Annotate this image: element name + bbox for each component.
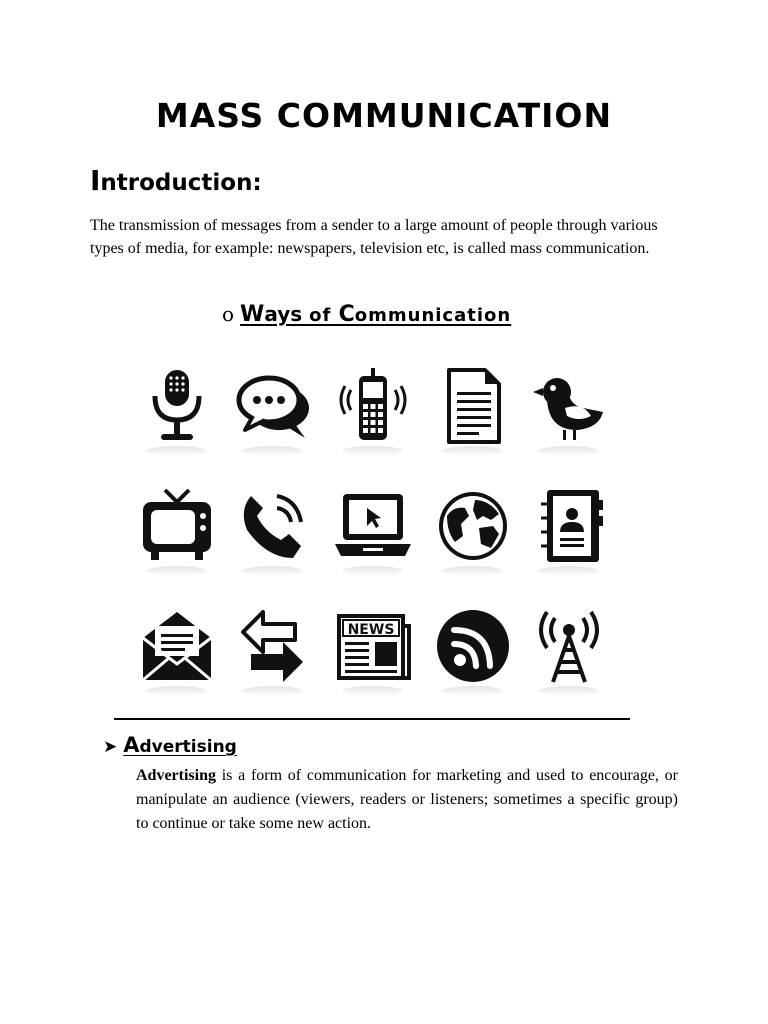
mobile-phone-icon [328, 348, 418, 458]
broadcast-tower-icon [524, 588, 614, 698]
bird-icon [524, 348, 614, 458]
introduction-heading-rest: ntroduction: [100, 170, 262, 196]
advertising-heading-cap: A [123, 733, 140, 757]
advertising-heading-rest: dvertising [139, 737, 237, 757]
advertising-paragraph [136, 764, 678, 836]
ways-heading-of: of [309, 305, 339, 326]
rss-feed-icon [428, 588, 518, 698]
chat-bubbles-icon [228, 348, 318, 458]
ways-heading-c: C [338, 302, 355, 327]
document-icon [428, 348, 518, 458]
advertising-definition: is a form of communication for marketing and used to encourage, or manipulate an audience (viewers, readers or listeners; sometimes a specific group) to continue or take some new action. [136, 767, 678, 832]
newspaper-label: NEWS [347, 622, 395, 638]
arrow-bullet-icon: ➤ [103, 737, 118, 757]
ways-heading-w: W [240, 302, 265, 327]
introduction-paragraph: The transmission of messages from a sender to a large amount of people through various types of media, for example: newspapers, television etc, is called mass communication. [90, 217, 658, 257]
section-divider [114, 718, 630, 720]
globe-icon [428, 468, 518, 578]
ways-heading-ommunication: ommunication [354, 305, 512, 326]
television-icon [132, 468, 222, 578]
advertising-heading-label [123, 733, 237, 757]
page-title: MASS COMMUNICATION [155, 96, 613, 135]
microphone-icon [132, 348, 222, 458]
advertising-term: Advertising [136, 767, 216, 784]
newspaper-icon [328, 588, 418, 698]
telephone-icon [228, 468, 318, 578]
ways-of-communication-heading [222, 302, 511, 327]
laptop-icon [328, 468, 418, 578]
introduction-heading-cap: I [90, 164, 101, 197]
ways-bullet: o [222, 302, 235, 326]
advertising-heading [103, 733, 237, 757]
introduction-heading [90, 164, 262, 197]
address-book-icon [524, 468, 614, 578]
ways-heading-label [240, 302, 511, 326]
communication-icons-grid [124, 340, 624, 700]
ways-heading-ays: ays [264, 302, 310, 326]
envelope-icon [132, 588, 222, 698]
exchange-arrows-icon [228, 588, 318, 698]
